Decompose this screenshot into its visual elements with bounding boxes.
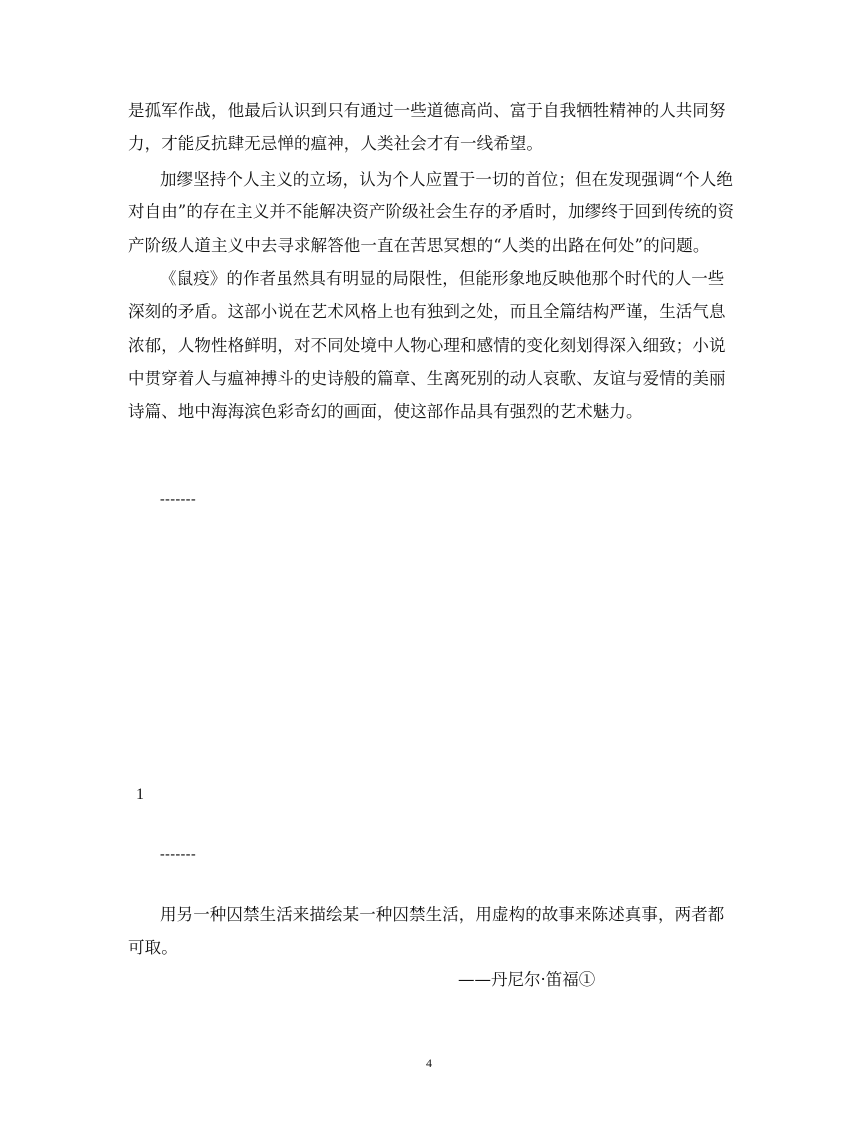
section-separator: ------- [160, 492, 197, 507]
body-line-7: 深刻的矛盾。这部小说在艺术风格上也有独到之处，而且全篇结构严谨，生活气息 [128, 302, 726, 321]
body-line-2: 力，才能反抗肆无忌惮的瘟神，人类社会才有一线希望。 [128, 134, 543, 153]
section-separator-2: ------- [160, 847, 197, 862]
body-line-9: 中贯穿着人与瘟神搏斗的史诗般的篇章、生离死别的动人哀歌、友谊与爱情的美丽 [128, 369, 726, 388]
page-number: 4 [426, 1056, 432, 1070]
epigraph-attribution: ——丹尼尔·笛福① [458, 970, 596, 989]
body-line-1: 是孤军作战，他最后认识到只有通过一些道德高尚、富于自我牺牲精神的人共同努 [128, 101, 726, 120]
body-line-8: 浓郁，人物性格鲜明，对不同处境中人物心理和感情的变化刻划得深入细致；小说 [128, 336, 726, 355]
body-line-5: 产阶级人道主义中去寻求解答他一直在苦思冥想的“人类的出路在何处”的问题。 [128, 236, 710, 255]
body-line-6: 《鼠疫》的作者虽然具有明显的局限性，但能形象地反映他那个时代的人一些 [160, 269, 725, 288]
footnote-number: 1 [136, 786, 144, 803]
epigraph-line-2: 可取。 [128, 938, 178, 957]
epigraph-line-1: 用另一种囚禁生活来描绘某一种囚禁生活，用虚构的故事来陈述真事，两者都 [160, 905, 725, 924]
body-line-4: 对自由”的存在主义并不能解决资产阶级社会生存的矛盾时，加缪终于回到传统的资 [128, 202, 735, 221]
body-line-3: 加缪坚持个人主义的立场，认为个人应置于一切的首位；但在发现强调“个人绝 [160, 170, 733, 189]
body-line-10: 诗篇、地中海海滨色彩奇幻的画面，使这部作品具有强烈的艺术魅力。 [128, 402, 643, 421]
